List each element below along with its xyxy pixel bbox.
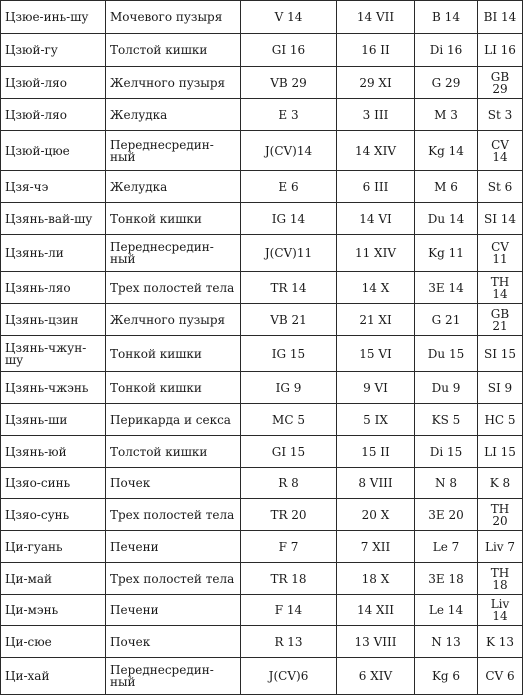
point-name-cell: Ци-май [1,563,106,595]
code-german-cell: 3E 20 [415,499,478,531]
code-roman-cell: 7 XII [337,531,415,563]
code-roman-cell: 20 X [337,499,415,531]
code-roman-cell: 16 II [337,34,415,67]
code-roman-cell: 14 XII [337,595,415,626]
table-row [1,203,523,235]
code-german-cell: Kg 14 [415,131,478,171]
code-french-cell: F 7 [241,531,337,563]
code-roman-cell: 6 XIV [337,658,415,695]
code-roman-cell: 3 III [337,99,415,131]
code-french-cell: VB 29 [241,67,337,99]
code-german-cell: G 21 [415,304,478,336]
table-row [1,67,523,99]
point-name-cell: Цзянь-чжун-шу [1,336,106,372]
point-name-cell: Ци-сюе [1,626,106,658]
meridian-cell: Почек [106,468,241,499]
meridian-cell: Печени [106,531,241,563]
meridian-cell: Желудка [106,171,241,203]
table-row [1,468,523,499]
code-french-cell: GI 15 [241,436,337,468]
table-row [1,304,523,336]
code-french-cell: TR 18 [241,563,337,595]
meridian-cell: Желчного пузыря [106,67,241,99]
table-row [1,658,523,695]
code-french-cell: GI 16 [241,34,337,67]
code-roman-cell: 15 VI [337,336,415,372]
table-row [1,272,523,304]
code-english-cell: SI 9 [478,372,523,404]
point-name-cell: Цзюе-инь-шу [1,1,106,34]
code-german-cell: M 6 [415,171,478,203]
table-row [1,235,523,272]
table-row [1,336,523,372]
meridian-cell: Толстой кишки [106,436,241,468]
code-english-cell: LI 15 [478,436,523,468]
point-name-cell: Цзюй-гу [1,34,106,67]
code-german-cell: 3E 14 [415,272,478,304]
point-name-cell: Ци-гуань [1,531,106,563]
table-row [1,171,523,203]
code-german-cell: Du 14 [415,203,478,235]
code-french-cell: MC 5 [241,404,337,436]
point-name-cell: Цзянь-ляо [1,272,106,304]
meridian-cell: Мочевого пузыря [106,1,241,34]
meridian-cell: Переднесредин-ный [106,235,241,272]
point-name-cell: Цзянь-чжэнь [1,372,106,404]
code-french-cell: TR 14 [241,272,337,304]
code-roman-cell: 14 VII [337,1,415,34]
code-english-cell: Liv 7 [478,531,523,563]
code-german-cell: Du 9 [415,372,478,404]
meridian-cell: Тонкой кишки [106,372,241,404]
code-german-cell: Di 15 [415,436,478,468]
code-english-cell: CV 6 [478,658,523,695]
code-german-cell: Di 16 [415,34,478,67]
code-english-cell: HC 5 [478,404,523,436]
code-french-cell: IG 15 [241,336,337,372]
table-row [1,1,523,34]
meridian-cell: Трех полостей тела [106,499,241,531]
point-name-cell: Цзяо-сунь [1,499,106,531]
code-german-cell: M 3 [415,99,478,131]
code-german-cell: Kg 6 [415,658,478,695]
code-german-cell: N 8 [415,468,478,499]
code-english-cell: TH 20 [478,499,523,531]
code-english-cell: CV 11 [478,235,523,272]
code-german-cell: KS 5 [415,404,478,436]
meridian-cell: Тонкой кишки [106,203,241,235]
code-english-cell: St 3 [478,99,523,131]
code-english-cell: BI 14 [478,1,523,34]
code-roman-cell: 14 XIV [337,131,415,171]
point-name-cell: Цзюй-ляо [1,67,106,99]
meridian-cell: Желудка [106,99,241,131]
meridian-cell: Перикарда и секса [106,404,241,436]
point-name-cell: Цзюй-ляо [1,99,106,131]
table-row [1,99,523,131]
code-french-cell: R 13 [241,626,337,658]
code-french-cell: R 8 [241,468,337,499]
code-french-cell: E 6 [241,171,337,203]
point-name-cell: Цзя-чэ [1,171,106,203]
code-german-cell: Le 7 [415,531,478,563]
point-name-cell: Ци-хай [1,658,106,695]
code-english-cell: Liv 14 [478,595,523,626]
point-name-cell: Ци-мэнь [1,595,106,626]
table-body [1,1,523,695]
point-name-cell: Цзянь-цзин [1,304,106,336]
code-german-cell: B 14 [415,1,478,34]
table-row [1,131,523,171]
code-french-cell: F 14 [241,595,337,626]
meridian-cell: Толстой кишки [106,34,241,67]
code-english-cell: TH 14 [478,272,523,304]
point-name-cell: Цзянь-ли [1,235,106,272]
code-french-cell: V 14 [241,1,337,34]
meridian-cell: Тонкой кишки [106,336,241,372]
code-english-cell: GB 29 [478,67,523,99]
table-row [1,372,523,404]
table-row [1,436,523,468]
code-roman-cell: 15 II [337,436,415,468]
table-row [1,499,523,531]
code-french-cell: E 3 [241,99,337,131]
code-french-cell: IG 9 [241,372,337,404]
meridian-cell: Переднесредин-ный [106,658,241,695]
code-english-cell: CV 14 [478,131,523,171]
code-german-cell: 3E 18 [415,563,478,595]
code-roman-cell: 13 VIII [337,626,415,658]
code-french-cell: IG 14 [241,203,337,235]
code-french-cell: J(CV)6 [241,658,337,695]
code-french-cell: VB 21 [241,304,337,336]
table-row [1,34,523,67]
code-english-cell: TH 18 [478,563,523,595]
table-row [1,595,523,626]
meridian-cell: Трех полостей тела [106,563,241,595]
code-roman-cell: 5 IX [337,404,415,436]
code-roman-cell: 18 X [337,563,415,595]
meridian-cell: Переднесредин-ный [106,131,241,171]
code-english-cell: GB 21 [478,304,523,336]
code-english-cell: K 8 [478,468,523,499]
meridian-cell: Печени [106,595,241,626]
code-roman-cell: 29 XI [337,67,415,99]
point-name-cell: Цзяо-синь [1,468,106,499]
meridian-cell: Почек [106,626,241,658]
point-name-cell: Цзянь-вай-шу [1,203,106,235]
table-row [1,563,523,595]
code-roman-cell: 8 VIII [337,468,415,499]
point-name-cell: Цзянь-ши [1,404,106,436]
code-roman-cell: 14 X [337,272,415,304]
code-english-cell: LI 16 [478,34,523,67]
code-roman-cell: 14 VI [337,203,415,235]
code-french-cell: J(CV)14 [241,131,337,171]
code-roman-cell: 6 III [337,171,415,203]
code-roman-cell: 11 XIV [337,235,415,272]
code-german-cell: Kg 11 [415,235,478,272]
meridian-cell: Желчного пузыря [106,304,241,336]
point-name-cell: Цзюй-цюе [1,131,106,171]
table-row [1,531,523,563]
code-english-cell: St 6 [478,171,523,203]
code-roman-cell: 9 VI [337,372,415,404]
table-row [1,626,523,658]
code-german-cell: N 13 [415,626,478,658]
code-german-cell: G 29 [415,67,478,99]
code-french-cell: J(CV)11 [241,235,337,272]
code-german-cell: Le 14 [415,595,478,626]
meridian-cell: Трех полостей тела [106,272,241,304]
code-german-cell: Du 15 [415,336,478,372]
table-row [1,404,523,436]
code-english-cell: SI 15 [478,336,523,372]
point-name-cell: Цзянь-юй [1,436,106,468]
code-english-cell: K 13 [478,626,523,658]
code-english-cell: SI 14 [478,203,523,235]
code-french-cell: TR 20 [241,499,337,531]
code-roman-cell: 21 XI [337,304,415,336]
